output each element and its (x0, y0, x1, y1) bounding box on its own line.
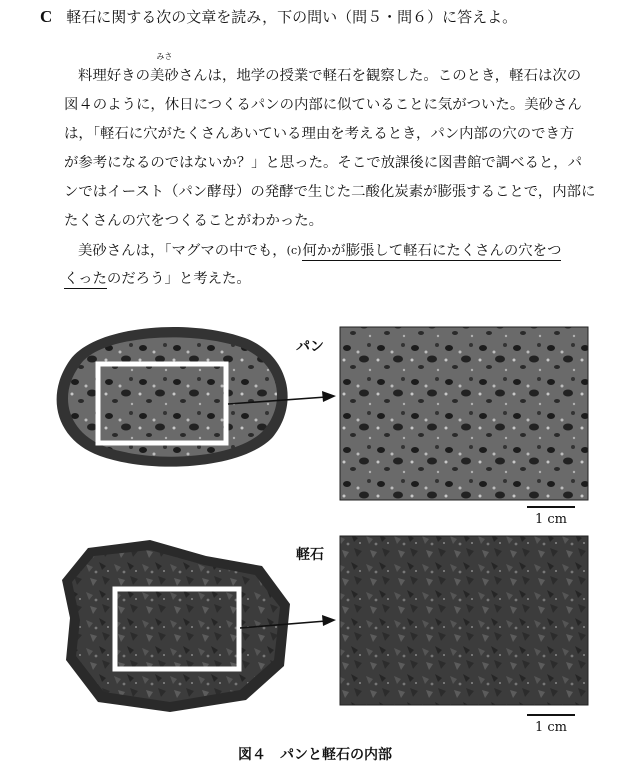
label-pumice: 軽石 (296, 547, 324, 563)
figure-caption: 図４ パンと軽石の内部 (238, 747, 392, 763)
passage-line: 図４のように，休日につくるパンの内部に似ていることに気がついた。美砂さん (64, 97, 582, 113)
underlined-text: 何かが膨張して軽石にたくさんの穴をつ (302, 243, 562, 259)
bread-photo (57, 327, 288, 467)
underlined-text: くった (64, 271, 107, 287)
section-letter: C (40, 7, 53, 26)
passage-line: ンではイースト（パン酵母）の発酵で生じた二酸化炭素が膨張することで，内部に (64, 184, 596, 200)
passage-text: のだろう」と考えた。 (106, 271, 251, 287)
scale-bar-bread (527, 506, 575, 527)
scale-label: 1 cm (534, 512, 567, 527)
label-bread: パン (296, 339, 324, 355)
underline-mark: (c) (286, 244, 302, 257)
bread-arrow-head (322, 391, 336, 402)
scale-label: 1 cm (534, 720, 567, 735)
passage-line: たくさんの穴をつくることがわかった。 (64, 213, 324, 229)
passage-text: 料理好きの (78, 68, 150, 84)
scale-bar-pumice (527, 714, 575, 735)
passage-line: が参考になるのではないか？」と思った。そこで放課後に図書館で調べると，パ (64, 155, 583, 171)
ruby-base: 美砂 (149, 68, 179, 84)
pumice-arrow-head (322, 615, 336, 626)
ruby-reading: みさ (156, 52, 173, 61)
pumice-closeup (340, 536, 588, 705)
bread-closeup (340, 327, 588, 500)
heading-text: 軽石に関する次の文章を読み，下の問い（問５・問６）に答えよ。 (66, 8, 518, 26)
passage-line: は，「軽石に穴がたくさんあいている理由を考えるとき，パン内部の穴のでき方 (64, 126, 575, 142)
passage-text: さんは，地学の授業で軽石を観察した。このとき，軽石は次の (178, 68, 582, 84)
passage-text: 美砂さんは，「マグマの中でも， (78, 243, 287, 259)
